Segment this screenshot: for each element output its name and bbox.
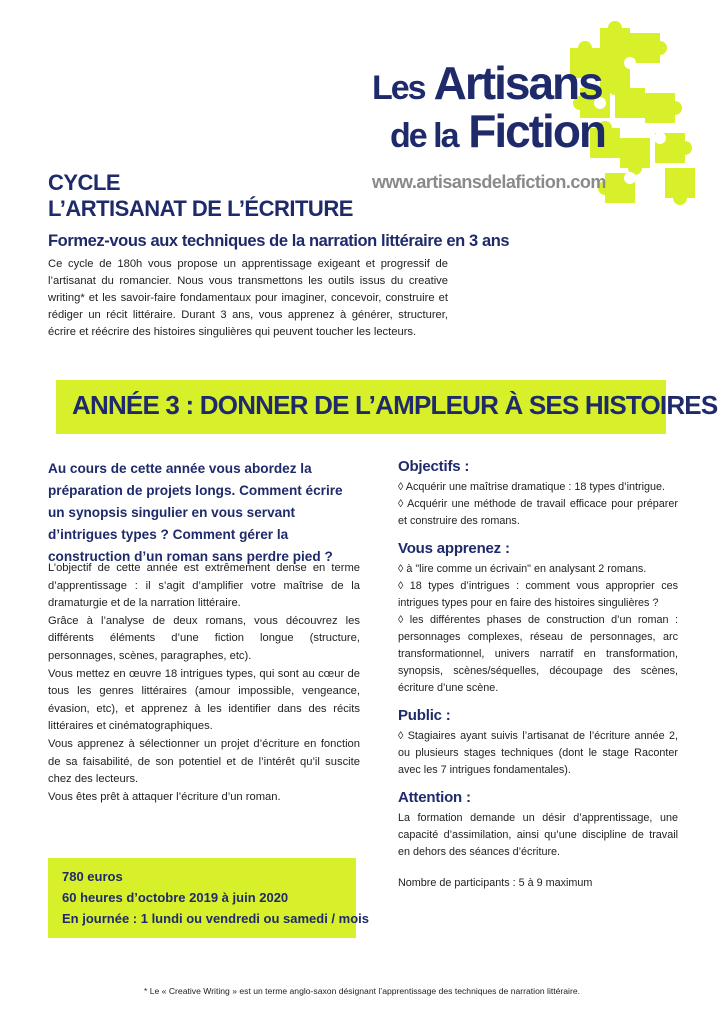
body-paragraph: Vous êtes prêt à attaquer l’écriture d’un roman. (48, 790, 281, 803)
participants-count: Nombre de participants : 5 à 9 maximum (398, 877, 593, 889)
apprenez-item: ◊ 18 types d’intrigues : comment vous approprier ces intrigues types pour en faire des histoires singulières ? (398, 580, 678, 609)
attention-heading: Attention : (398, 789, 471, 806)
intro-paragraph: Ce cycle de 180h vous propose un apprentissage exigeant et progressif de l’artisanat du romancier. Nous vous transmettons les outils issus du creative writing* et les savoir-faire fondamentaux pour imaginer, concevoir, construire et rédiger un récit littéraire. Durant 3 ans, vous apprenez à générer, structurer, écrire et réécrire des histoires singulières qui peuvent toucher les lecteurs. (48, 258, 448, 338)
lead-paragraph: Au cours de cette année vous abordez la préparation de projets longs. Comment écrire un synopsis singulier en vous servant d’intrigues types ? Comment gérer la construction d’un roman sans perdre pied ? (48, 461, 343, 564)
objectifs-heading: Objectifs : (398, 458, 470, 475)
logo-les: Les (372, 69, 425, 107)
logo-de-la: de la (390, 117, 458, 155)
objectif-item: ◊ Acquérir une maîtrise dramatique : 18 types d’intrigue. (398, 481, 665, 493)
logo-line-2 (390, 105, 606, 159)
apprenez-section (398, 540, 678, 697)
website-url[interactable]: www.artisansdelafiction.com (372, 172, 606, 192)
logo-line-1 (372, 57, 602, 111)
body-paragraph: Grâce à l’analyse de deux romans, vous découvrez les différents éléments d’une fiction longue (structure, personnages, scènes, paragraphes, etc). (48, 614, 360, 662)
public-item: ◊ Stagiaires ayant suivis l’artisanat de l’écriture année 2, ou plusieurs stages techniques (dont le stage Raconter avec les 7 intrigues fondamentales). (398, 730, 678, 776)
cycle-line-1: CYCLE (48, 170, 121, 195)
price-info (62, 866, 369, 929)
attention-section (398, 789, 678, 861)
dates: 60 heures d’octobre 2019 à juin 2020 (62, 890, 289, 905)
apprenez-item: ◊ à "lire comme un écrivain" en analysant 2 romans. (398, 563, 647, 575)
apprenez-heading: Vous apprenez : (398, 540, 510, 557)
cycle-line-2: L’ARTISANAT DE L’ÉCRITURE (48, 196, 353, 221)
year-banner-title: ANNÉE 3 : DONNER DE L’AMPLEUR À SES HISTOIRES (72, 390, 718, 420)
cycle-subtitle: Formez-vous aux techniques de la narration littéraire en 3 ans (48, 232, 510, 250)
attention-text: La formation demande un désir d’apprentissage, une capacité d’assimilation, ainsi qu’une discipline de travail en dehors des séances d’écriture. (398, 812, 678, 858)
footnote: * Le « Creative Writing » est un terme anglo-saxon désignant l’apprentissage des techniques de narration littéraire. (144, 986, 580, 996)
objectifs-section (398, 458, 678, 530)
apprenez-item: ◊ les différentes phases de construction d’un roman : personnages complexes, réseau de personnages, arc transformationnel, univers narratif en transformation, synopsis, scènes/séquelles, découpage des scènes, écriture d’une scène. (398, 614, 678, 694)
schedule: En journée : 1 lundi ou vendredi ou samedi / mois (62, 911, 369, 926)
right-column (398, 458, 678, 892)
public-section (398, 707, 678, 779)
public-heading: Public : (398, 707, 451, 724)
logo-fiction: Fiction (468, 105, 606, 157)
body-paragraph: Vous apprenez à sélectionner un projet d’écriture en fonction de sa faisabilité, de son potentiel et de l’intérêt qu’il suscite chez des lecteurs. (48, 737, 360, 786)
body-paragraph: L’objectif de cette année est extrêmement dense en terme d’apprentissage : il s’agit d’amplifier votre maîtrise de la dramaturgie et de la narration littéraire. (48, 562, 360, 610)
body-paragraph: Vous mettez en œuvre 18 intrigues types, qui sont au cœur de tous les genres littéraires (amour impossible, vengeance, évasion, etc), et apprenez à les identifier dans des récits littéraires et cinématographiques. (48, 667, 360, 733)
objectif-item: ◊ Acquérir une méthode de travail efficace pour préparer et construire des romans. (398, 498, 678, 527)
price: 780 euros (62, 869, 123, 884)
body-text (48, 560, 360, 806)
cycle-title (48, 170, 353, 222)
logo-artisans: Artisans (433, 57, 602, 109)
